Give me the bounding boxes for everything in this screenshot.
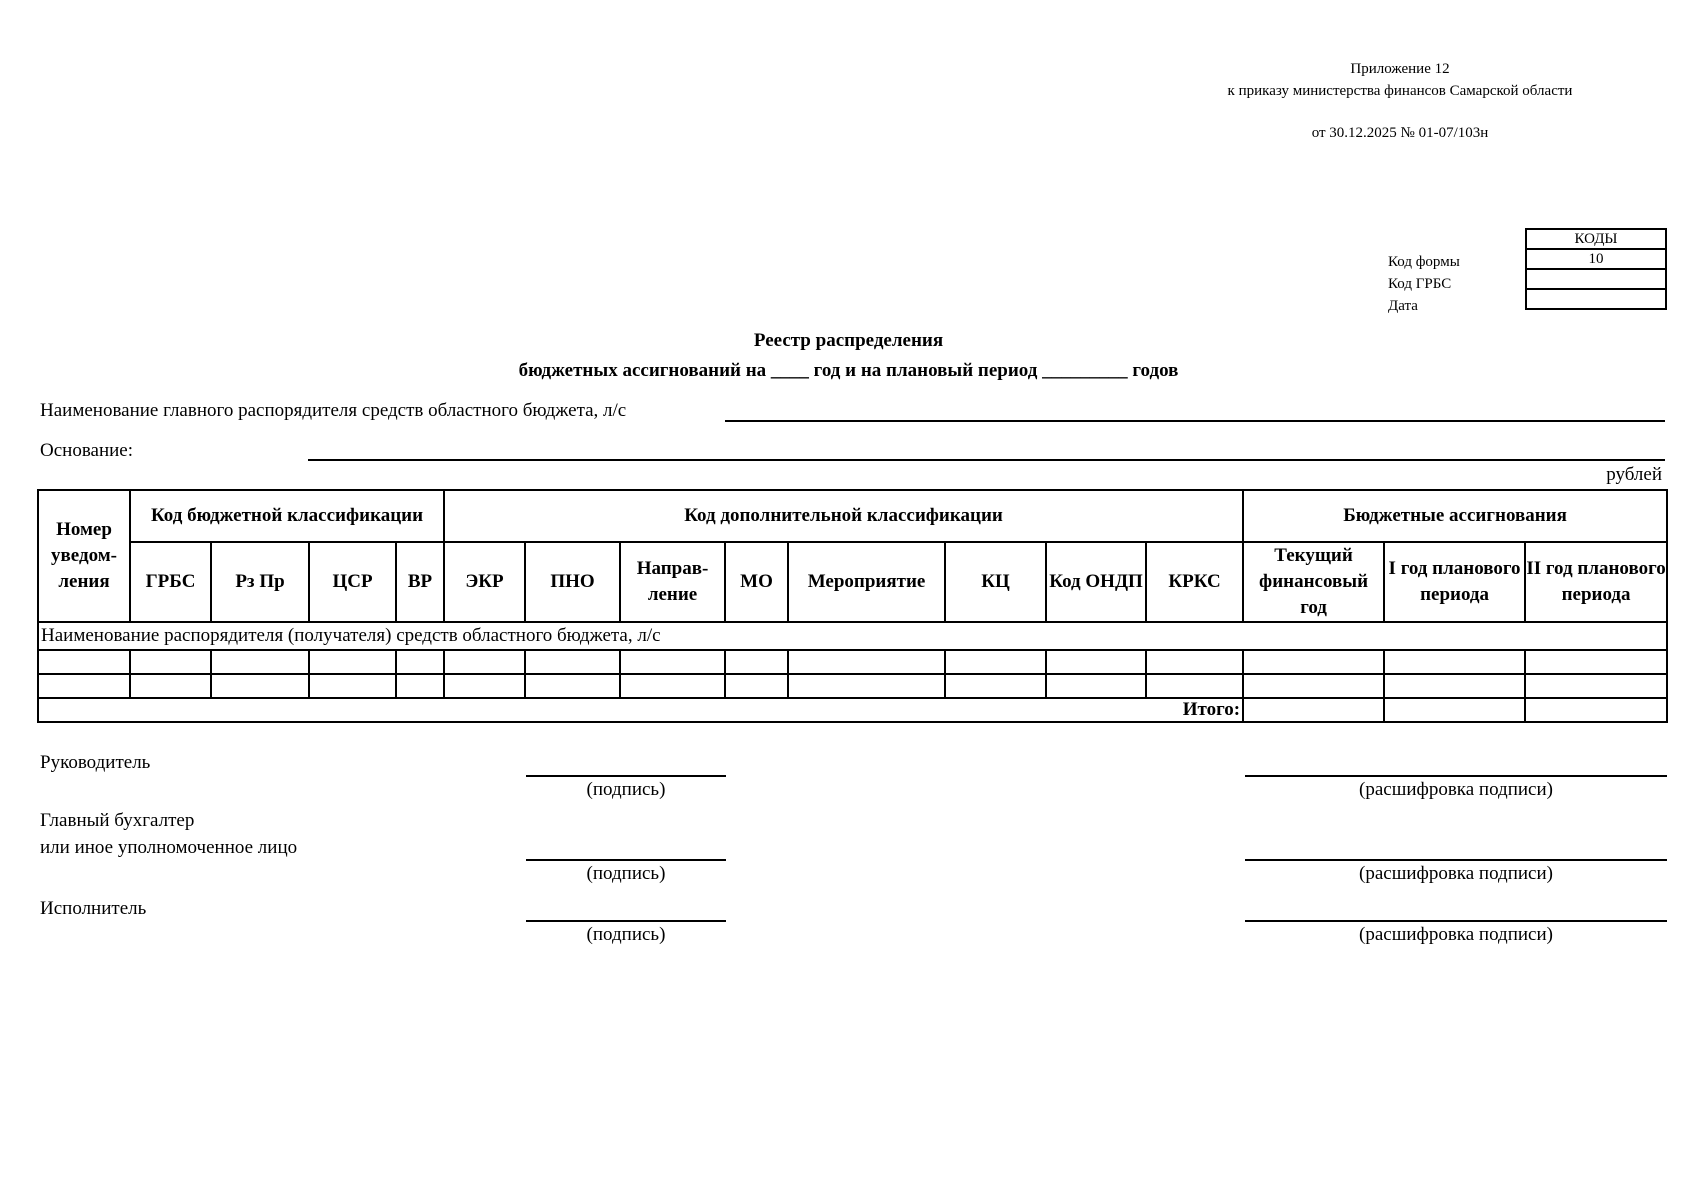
table-cell[interactable]	[945, 650, 1046, 674]
table-cell[interactable]	[1384, 674, 1525, 698]
table-row	[38, 674, 1667, 698]
grbs-code-value[interactable]	[1526, 269, 1666, 289]
table-cell[interactable]	[788, 674, 945, 698]
col-csr: ЦСР	[309, 542, 396, 622]
accountant-signature-line[interactable]	[526, 859, 726, 861]
col-krks: КРКС	[1146, 542, 1243, 622]
appendix-line-2: к приказу министерства финансов Самарской области	[1227, 83, 1573, 99]
table-cell[interactable]	[1046, 674, 1146, 698]
total-label: Итого:	[38, 698, 1243, 722]
total-plan-year-2[interactable]	[1525, 698, 1667, 722]
table-cell[interactable]	[211, 674, 309, 698]
codes-labels	[1388, 251, 1460, 317]
date-value[interactable]	[1526, 289, 1666, 309]
head-label: Руководитель	[40, 752, 151, 773]
accountant-label-line-2: или иное уполномоченное лицо	[40, 837, 298, 858]
table-cell[interactable]	[396, 674, 444, 698]
accountant-signature-caption: (подпись)	[586, 863, 666, 884]
group-additional-classification: Код дополнительной классификации	[444, 490, 1243, 542]
recipient-row: Наименование распорядителя (получателя) средств областного бюджета, л/с	[38, 622, 1667, 650]
col-pno: ПНО	[525, 542, 620, 622]
codes-table	[1525, 228, 1667, 310]
head-signature-caption: (подпись)	[586, 779, 666, 800]
basis-label: Основание:	[40, 440, 134, 461]
col-current-year: Текущий финансовый год	[1243, 542, 1384, 622]
col-ondp: Код ОНДП	[1046, 542, 1146, 622]
allocation-table	[37, 489, 1668, 723]
table-cell[interactable]	[130, 650, 211, 674]
table-cell[interactable]	[1243, 674, 1384, 698]
table-cell[interactable]	[525, 650, 620, 674]
appendix-header	[1150, 58, 1650, 144]
table-cell[interactable]	[1525, 650, 1667, 674]
table-cell[interactable]	[309, 674, 396, 698]
table-cell[interactable]	[211, 650, 309, 674]
table-cell[interactable]	[309, 650, 396, 674]
table-cell[interactable]	[38, 674, 130, 698]
codes-header: КОДЫ	[1526, 229, 1666, 249]
table-cell[interactable]	[725, 674, 788, 698]
table-cell[interactable]	[396, 650, 444, 674]
appendix-order-date: от 30.12.2025 № 01-07/103н	[1311, 125, 1489, 141]
table-row	[38, 650, 1667, 674]
total-plan-year-1[interactable]	[1384, 698, 1525, 722]
date-label: Дата	[1388, 298, 1418, 314]
document-title	[0, 326, 1697, 386]
col-direction: Направ-ление	[620, 542, 725, 622]
appendix-line-1: Приложение 12	[1350, 61, 1450, 77]
table-cell[interactable]	[1146, 674, 1243, 698]
grbs-name-label: Наименование главного распорядителя средств областного бюджета, л/с	[40, 400, 627, 421]
table-cell[interactable]	[788, 650, 945, 674]
head-decoding-line[interactable]	[1245, 775, 1667, 777]
total-current-year[interactable]	[1243, 698, 1384, 722]
grbs-name-line[interactable]	[725, 420, 1665, 422]
col-vr: ВР	[396, 542, 444, 622]
col-kc: КЦ	[945, 542, 1046, 622]
table-cell[interactable]	[130, 674, 211, 698]
table-cell[interactable]	[620, 650, 725, 674]
executor-decoding-line[interactable]	[1245, 920, 1667, 922]
col-rzpr: Рз Пр	[211, 542, 309, 622]
form-code-label: Код формы	[1388, 254, 1460, 270]
executor-decoding-caption: (расшифровка подписи)	[1359, 924, 1553, 945]
table-cell[interactable]	[1243, 650, 1384, 674]
table-cell[interactable]	[725, 650, 788, 674]
grbs-code-label: Код ГРБС	[1388, 276, 1452, 292]
title-line-1: Реестр распределения	[753, 330, 944, 351]
form-code-value[interactable]: 10	[1526, 249, 1666, 269]
executor-signature-line[interactable]	[526, 920, 726, 922]
table-cell[interactable]	[38, 650, 130, 674]
basis-line[interactable]	[308, 459, 1665, 461]
head-signature-line[interactable]	[526, 775, 726, 777]
head-decoding-caption: (расшифровка подписи)	[1359, 779, 1553, 800]
accountant-decoding-line[interactable]	[1245, 859, 1667, 861]
table-cell[interactable]	[525, 674, 620, 698]
col-event: Мероприятие	[788, 542, 945, 622]
col-grbs: ГРБС	[130, 542, 211, 622]
group-allocations: Бюджетные ассигнования	[1243, 490, 1667, 542]
accountant-label-line-1: Главный бухгалтер	[40, 810, 195, 831]
group-budget-classification: Код бюджетной классификации	[130, 490, 444, 542]
executor-label: Исполнитель	[40, 898, 147, 919]
title-line-2: бюджетных ассигнований на ____ год и на плановый период _________ годов	[518, 360, 1179, 381]
col-plan-year-1: I год планового периода	[1384, 542, 1525, 622]
table-cell[interactable]	[1525, 674, 1667, 698]
units-label: рублей	[1606, 464, 1662, 485]
col-notice-number: Номер уведом-ления	[38, 490, 130, 622]
table-cell[interactable]	[1146, 650, 1243, 674]
total-row	[38, 698, 1667, 722]
accountant-label	[40, 807, 297, 861]
table-cell[interactable]	[444, 674, 525, 698]
col-ekr: ЭКР	[444, 542, 525, 622]
executor-signature-caption: (подпись)	[586, 924, 666, 945]
table-cell[interactable]	[620, 674, 725, 698]
col-mo: МО	[725, 542, 788, 622]
table-cell[interactable]	[1384, 650, 1525, 674]
table-cell[interactable]	[1046, 650, 1146, 674]
table-cell[interactable]	[945, 674, 1046, 698]
accountant-decoding-caption: (расшифровка подписи)	[1359, 863, 1553, 884]
table-cell[interactable]	[444, 650, 525, 674]
col-plan-year-2: II год планового периода	[1525, 542, 1667, 622]
